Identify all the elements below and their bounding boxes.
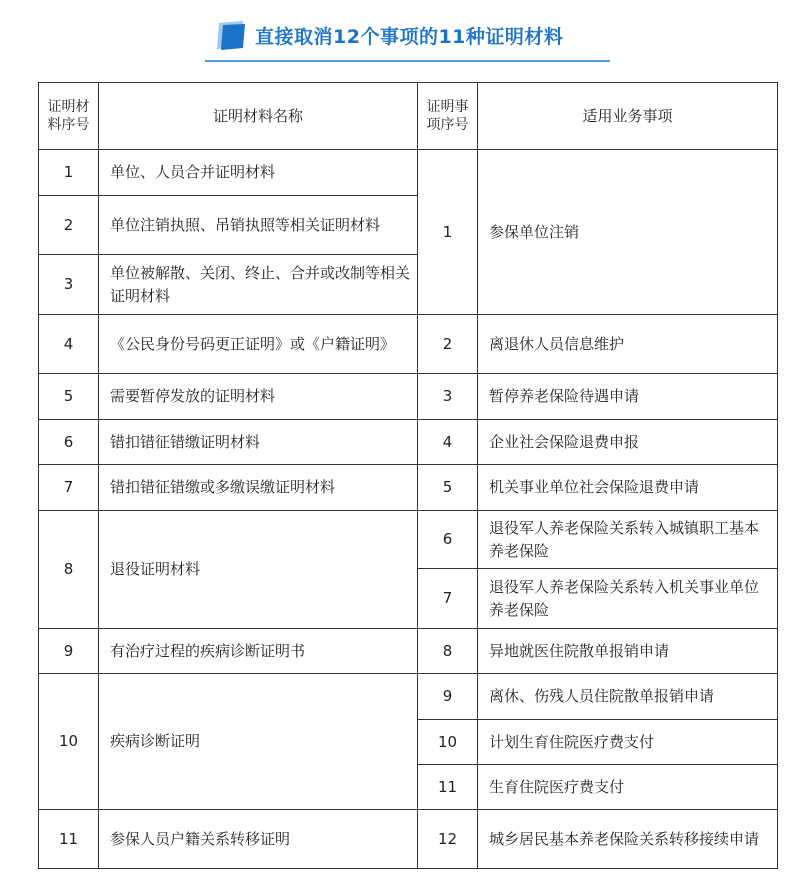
title-underline <box>205 60 610 62</box>
header-material-name: 证明材料名称 <box>99 83 418 150</box>
table-row <box>39 674 778 720</box>
header <box>0 0 800 72</box>
item-name: 计划生育住院医疗费支付 <box>478 720 778 765</box>
item-no: 7 <box>418 569 478 629</box>
header-material-no <box>39 83 99 150</box>
material-name: 错扣错征错缴或多缴误缴证明材料 <box>99 465 418 511</box>
material-no: 1 <box>39 150 99 196</box>
item-name: 企业社会保险退费申报 <box>478 420 778 465</box>
page-title: 直接取消12个事项的11种证明材料 <box>255 25 564 48</box>
material-no: 5 <box>39 374 99 420</box>
table-row <box>39 629 778 674</box>
item-name: 离休、伤残人员住院散单报销申请 <box>478 674 778 720</box>
material-name: 单位注销执照、吊销执照等相关证明材料 <box>99 196 418 255</box>
document-icon <box>213 19 247 51</box>
item-no: 3 <box>418 374 478 420</box>
item-no: 10 <box>418 720 478 765</box>
material-no: 10 <box>39 674 99 810</box>
table-row <box>39 374 778 420</box>
table-row <box>39 150 778 196</box>
item-no: 9 <box>418 674 478 720</box>
material-name: 疾病诊断证明 <box>99 674 418 810</box>
item-name: 城乡居民基本养老保险关系转移接续申请 <box>478 810 778 869</box>
item-name: 退役军人养老保险关系转入机关事业单位养老保险 <box>478 569 778 629</box>
material-no: 3 <box>39 255 99 315</box>
item-name: 参保单位注销 <box>478 150 778 315</box>
material-no: 2 <box>39 196 99 255</box>
item-name: 机关事业单位社会保险退费申请 <box>478 465 778 511</box>
header-material-no-line2: 料序号 <box>47 117 90 133</box>
header-item-no-line1: 证明事 <box>426 99 469 115</box>
material-name: 单位、人员合并证明材料 <box>99 150 418 196</box>
header-item-name: 适用业务事项 <box>478 83 778 150</box>
material-name: 错扣错征错缴证明材料 <box>99 420 418 465</box>
item-no: 2 <box>418 315 478 374</box>
item-no: 11 <box>418 765 478 810</box>
item-no: 4 <box>418 420 478 465</box>
table-row <box>39 420 778 465</box>
item-name: 离退休人员信息维护 <box>478 315 778 374</box>
materials-table <box>38 82 778 869</box>
table-header-row <box>39 83 778 150</box>
item-no: 6 <box>418 511 478 569</box>
material-no: 9 <box>39 629 99 674</box>
material-name: 《公民身份号码更正证明》或《户籍证明》 <box>99 315 418 374</box>
item-name: 暂停养老保险待遇申请 <box>478 374 778 420</box>
material-name: 有治疗过程的疾病诊断证明书 <box>99 629 418 674</box>
material-name: 参保人员户籍关系转移证明 <box>99 810 418 869</box>
material-no: 7 <box>39 465 99 511</box>
header-item-no <box>418 83 478 150</box>
item-no: 5 <box>418 465 478 511</box>
item-no: 12 <box>418 810 478 869</box>
table-row <box>39 511 778 569</box>
table-row <box>39 315 778 374</box>
material-no: 6 <box>39 420 99 465</box>
material-name: 需要暂停发放的证明材料 <box>99 374 418 420</box>
item-name: 退役军人养老保险关系转入城镇职工基本养老保险 <box>478 511 778 569</box>
table-row <box>39 465 778 511</box>
item-no: 1 <box>418 150 478 315</box>
material-no: 8 <box>39 511 99 629</box>
material-name: 单位被解散、关闭、终止、合并或改制等相关证明材料 <box>99 255 418 315</box>
header-item-no-line2: 项序号 <box>426 117 469 133</box>
item-name: 异地就医住院散单报销申请 <box>478 629 778 674</box>
material-no: 4 <box>39 315 99 374</box>
item-no: 8 <box>418 629 478 674</box>
item-name: 生育住院医疗费支付 <box>478 765 778 810</box>
material-name: 退役证明材料 <box>99 511 418 629</box>
table-row <box>39 810 778 869</box>
header-material-no-line1: 证明材 <box>47 99 90 115</box>
title-wrap <box>213 18 563 52</box>
material-no: 11 <box>39 810 99 869</box>
